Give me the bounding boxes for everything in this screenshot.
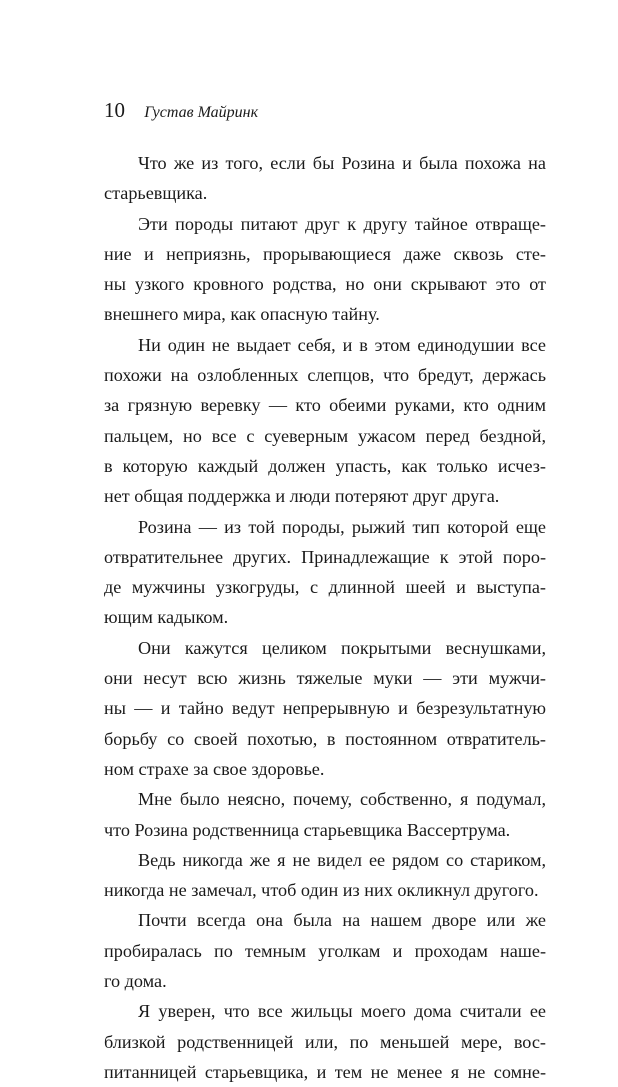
text-line: ны — и тайно ведут непрерывную и безрезультатную [104,698,546,719]
text-line: ном страхе за свое здоровье. [104,758,325,779]
text-line: отвратительнее других. Принадлежащие к этой поро- [104,546,546,567]
text-line: Они кажутся целиком покрытыми веснушками, [138,637,546,658]
text-line: пробиралась по темным уголкам и проходам наше- [104,940,546,961]
text-line: Эти породы питают друг к другу тайное отвраще- [138,213,546,234]
body-text [104,148,546,1087]
text-line: ющим кадыком. [104,607,229,628]
text-line: нет общая поддержка и люди потеряют друг друга. [104,486,500,507]
page-number: 10 [104,98,125,122]
text-line: Розина — из той породы, рыжий тип которой еще [138,516,546,537]
text-line: близкой родственницей или, по меньшей мере, вос- [104,1031,546,1052]
text-line: Ни один не выдает себя, и в этом единодушии все [138,334,546,355]
text-line: ние и неприязнь, прорывающиеся даже сквозь сте- [104,243,546,264]
text-line: де мужчины узкогруды, с длинной шеей и выступа- [104,577,546,598]
text-line: в которую каждый должен упасть, как только исчез- [104,455,546,476]
text-line: го дома. [104,971,167,992]
text-line: Ведь никогда же я не видел ее рядом со стариком, [138,849,546,870]
text-line: старьевщика. [104,183,208,204]
text-line: Я уверен, что все жильцы моего дома считали ее [138,1001,546,1022]
running-title-author: Густав Майринк [144,104,259,121]
text-line: Что же из того, если бы Розина и была похожа на [138,153,546,173]
text-line: никогда не замечал, чтоб один из них окликнул другого. [104,880,539,901]
text-line: Мне было неясно, почему, собственно, я подумал, [138,789,546,810]
text-line: за грязную веревку — кто обеими руками, кто одним [104,395,546,416]
text-line: что Розина родственница старьевщика Вассертрума. [104,819,511,840]
running-head [104,98,258,125]
text-line: борьбу со своей похотью, в постоянном отвратитель- [104,728,546,749]
text-line: Почти всегда она была на нашем дворе или же [138,910,546,931]
text-line: похожи на озлобленных слепцов, что бредут, держась [104,365,546,386]
text-line: внешнего мира, как опасную тайну. [104,304,380,325]
text-line: они несут всю жизнь тяжелые муки — эти мужчи- [104,668,546,689]
text-line: ны узкого кровного родства, но они скрывают это от [104,274,546,295]
text-line: пальцем, но все с суеверным ужасом перед бездной, [104,425,546,446]
text-line: питанницей старьевщика, и тем не менее я не сомне- [104,1061,546,1082]
